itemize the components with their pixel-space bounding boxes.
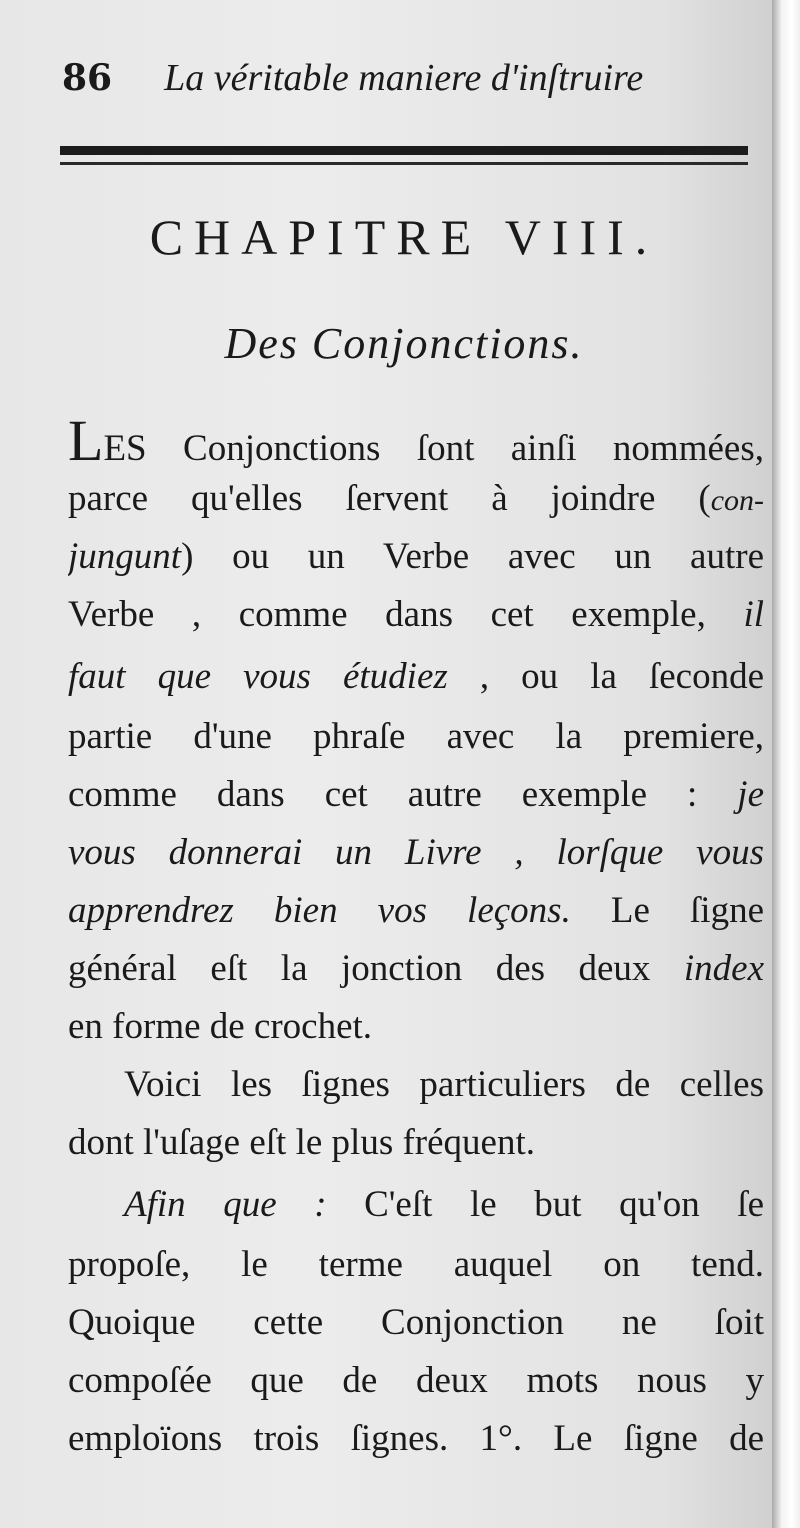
text-segment: , ou la ſeconde [447,656,764,697]
text-line [68,882,764,940]
text-line: propoſe, le terme auquel on tend. [68,1244,764,1285]
italic-segment: jungunt [68,536,182,577]
text-line: compoſée que de deux mots nous y [68,1360,764,1401]
text-segment: parce qu'elles ſervent à joindre ( [68,478,711,519]
section-title: Des Conjonctions. [224,319,584,368]
text-segment: Verbe , comme dans cet exemple, [68,594,744,635]
drop-cap: L [68,412,104,470]
italic-segment: con- [710,484,764,517]
text-line: Voici les ſignes particuliers de celles [124,1064,764,1105]
italic-segment: Afin que : [124,1184,327,1225]
text-line [68,766,764,824]
text-line: dont l'uſage eſt le plus fréquent. [68,1122,535,1163]
italic-segment: il [743,594,764,635]
text-segment: C'eſt le but qu'on ſe [326,1184,764,1225]
italic-segment: apprendrez bien vos leçons. [68,890,571,931]
text-line: en forme de crochet. [68,1006,373,1047]
text-line [68,528,764,586]
text-segment: ES Conjonctions ſont ainſi nommées, [103,428,764,469]
italic-segment: faut que vous étudiez [68,656,448,697]
text-line [68,1176,764,1234]
text-line: emploïons trois ſignes. 1°. Le ſigne de [68,1418,764,1459]
text-segment: comme dans cet autre exemple : [68,774,738,815]
text-line: partie d'une phraſe avec la premiere, [68,716,764,757]
text-line: Quoique cette Conjonction ne ſoit [68,1302,764,1343]
header-rule-thick [60,146,748,155]
text-segment: ) ou un Verbe avec un autre [181,536,764,577]
text-line [68,940,764,998]
text-line [68,586,764,644]
page-number: 86 [62,57,113,99]
text-line [68,470,764,528]
text-line [68,648,764,706]
italic-segment: je [737,774,764,815]
text-line: vous donnerai un Livre , lorſque vous [68,832,764,873]
running-title: La véritable maniere d'inſtruire [164,57,644,99]
page-edge [772,0,800,1528]
text-segment: Le ſigne [570,890,764,931]
header-rule-thin [60,162,748,165]
chapter-title: CHAPITRE VIII. [149,209,659,265]
text-segment: général eſt la jonction des deux [68,948,684,989]
text-line [68,412,764,470]
italic-segment: index [683,948,764,989]
running-header [62,56,752,106]
